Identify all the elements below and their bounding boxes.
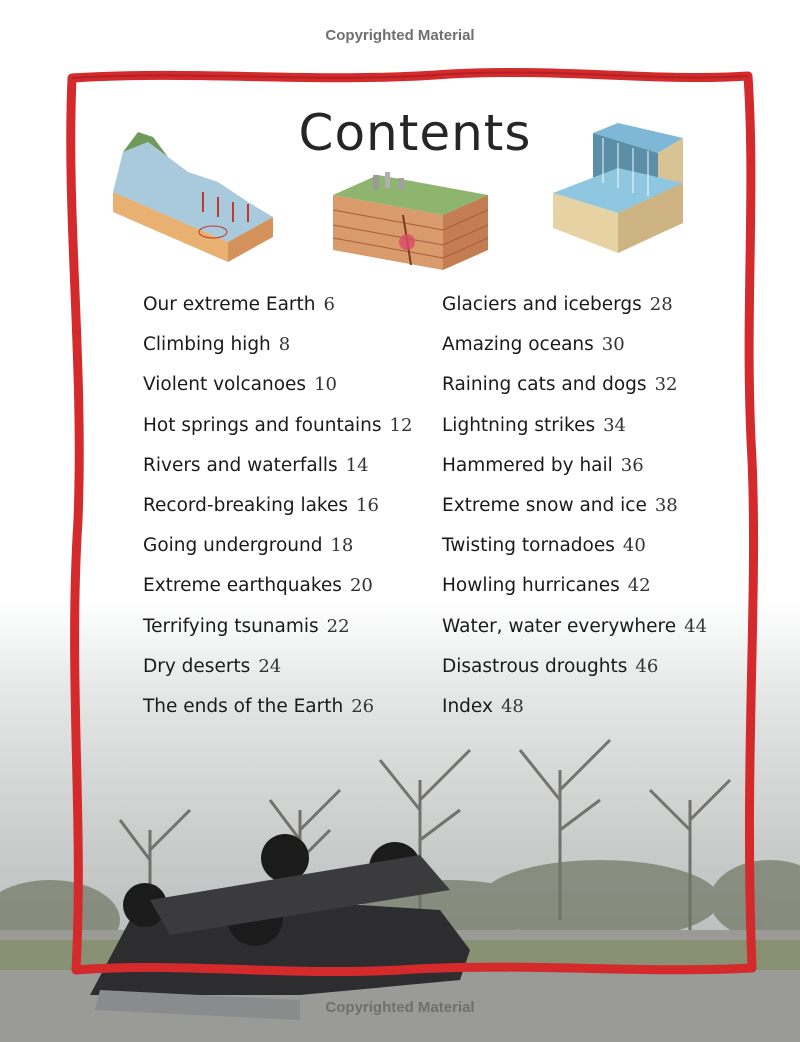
- toc-entry[interactable]: [442, 370, 707, 410]
- toc-entry-title: Terrifying tsunamis: [143, 615, 319, 637]
- toc-entry-title: Glaciers and icebergs: [442, 294, 642, 315]
- toc-entry-page: 16: [356, 494, 379, 516]
- toc-entry-page: 48: [500, 695, 524, 717]
- copyright-watermark-bottom: Copyrighted Material: [325, 999, 475, 1016]
- toc-entry-page: 6: [323, 294, 335, 315]
- toc-entry[interactable]: [143, 330, 412, 370]
- toc-entry[interactable]: [442, 571, 707, 611]
- waterfall-cross-section: [548, 118, 688, 258]
- toc-entry-title: Rivers and waterfalls: [143, 454, 338, 476]
- toc-entry[interactable]: [442, 612, 707, 652]
- toc-entry[interactable]: [442, 652, 707, 692]
- toc-entry[interactable]: [442, 290, 707, 330]
- toc-entry-title: Index: [442, 695, 493, 717]
- toc-entry[interactable]: [442, 692, 707, 732]
- toc-entry-title: Our extreme Earth: [143, 294, 316, 315]
- toc-entry[interactable]: [143, 370, 412, 410]
- toc-entry-title: Amazing oceans: [442, 334, 594, 356]
- toc-entry-title: Dry deserts: [143, 655, 251, 677]
- toc-entry[interactable]: [442, 531, 707, 571]
- toc-entry-title: Water, water everywhere: [442, 615, 677, 637]
- toc-entry[interactable]: [442, 451, 707, 491]
- toc-entry-title: Hammered by hail: [442, 454, 613, 476]
- toc-entry-title: Lightning strikes: [442, 414, 596, 436]
- toc-entry-page: 20: [349, 575, 373, 597]
- toc-entry-page: 28: [649, 294, 673, 315]
- toc-entry-title: Raining cats and dogs: [442, 374, 647, 396]
- toc-entry-title: Extreme snow and ice: [442, 494, 647, 516]
- toc-entry-page: 12: [389, 414, 413, 436]
- toc-entry[interactable]: [442, 411, 707, 451]
- toc-entry[interactable]: [143, 612, 412, 652]
- toc-entry-page: 26: [351, 695, 375, 717]
- toc-entry-page: 46: [635, 655, 659, 677]
- toc-entry-page: 18: [330, 535, 354, 557]
- copyright-watermark-top: Copyrighted Material: [325, 27, 475, 44]
- toc-entry-title: Violent volcanoes: [143, 374, 307, 396]
- toc-entry-title: Going underground: [143, 535, 323, 557]
- toc-entry-page: 34: [603, 414, 627, 436]
- toc-entry[interactable]: [143, 411, 412, 451]
- toc-entry-title: Record-breaking lakes: [143, 494, 349, 516]
- toc-entry-page: 30: [601, 334, 625, 356]
- toc-column-left: [143, 290, 412, 732]
- toc-entry-page: 10: [314, 374, 337, 396]
- toc-entry-page: 22: [326, 615, 350, 637]
- toc-entry-page: 8: [278, 334, 291, 356]
- toc-entry-title: Extreme earthquakes: [143, 575, 342, 597]
- toc-entry-title: Twisting tornadoes: [442, 535, 615, 557]
- toc-entry-page: 32: [654, 374, 678, 396]
- toc-entry[interactable]: [442, 330, 707, 370]
- toc-entry-page: 14: [345, 454, 369, 476]
- toc-entry[interactable]: [143, 692, 412, 732]
- toc-entry[interactable]: [143, 531, 412, 571]
- toc-entry-title: Howling hurricanes: [442, 575, 620, 597]
- toc-entry[interactable]: [143, 451, 412, 491]
- toc-entry-title: Climbing high: [143, 334, 271, 356]
- toc-column-right: [442, 290, 707, 732]
- page-title: Contents: [298, 104, 532, 162]
- toc-entry-title: The ends of the Earth: [143, 695, 344, 717]
- toc-entry-title: Disastrous droughts: [442, 655, 628, 677]
- toc-entry-page: 40: [622, 535, 646, 557]
- toc-entry-page: 36: [620, 454, 644, 476]
- toc-entry-page: 42: [627, 575, 651, 597]
- toc-entry[interactable]: [442, 491, 707, 531]
- toc-entry-page: 38: [654, 494, 678, 516]
- toc-entry[interactable]: [143, 290, 412, 330]
- toc-entry-page: 44: [684, 615, 708, 637]
- toc-entry-page: 24: [258, 655, 282, 677]
- earthquake-cross-section: [333, 170, 488, 270]
- mountain-plate-diagram: [108, 122, 278, 262]
- toc-entry-title: Hot springs and fountains: [143, 414, 382, 436]
- toc-entry[interactable]: [143, 491, 412, 531]
- toc-entry[interactable]: [143, 652, 412, 692]
- toc-entry[interactable]: [143, 571, 412, 611]
